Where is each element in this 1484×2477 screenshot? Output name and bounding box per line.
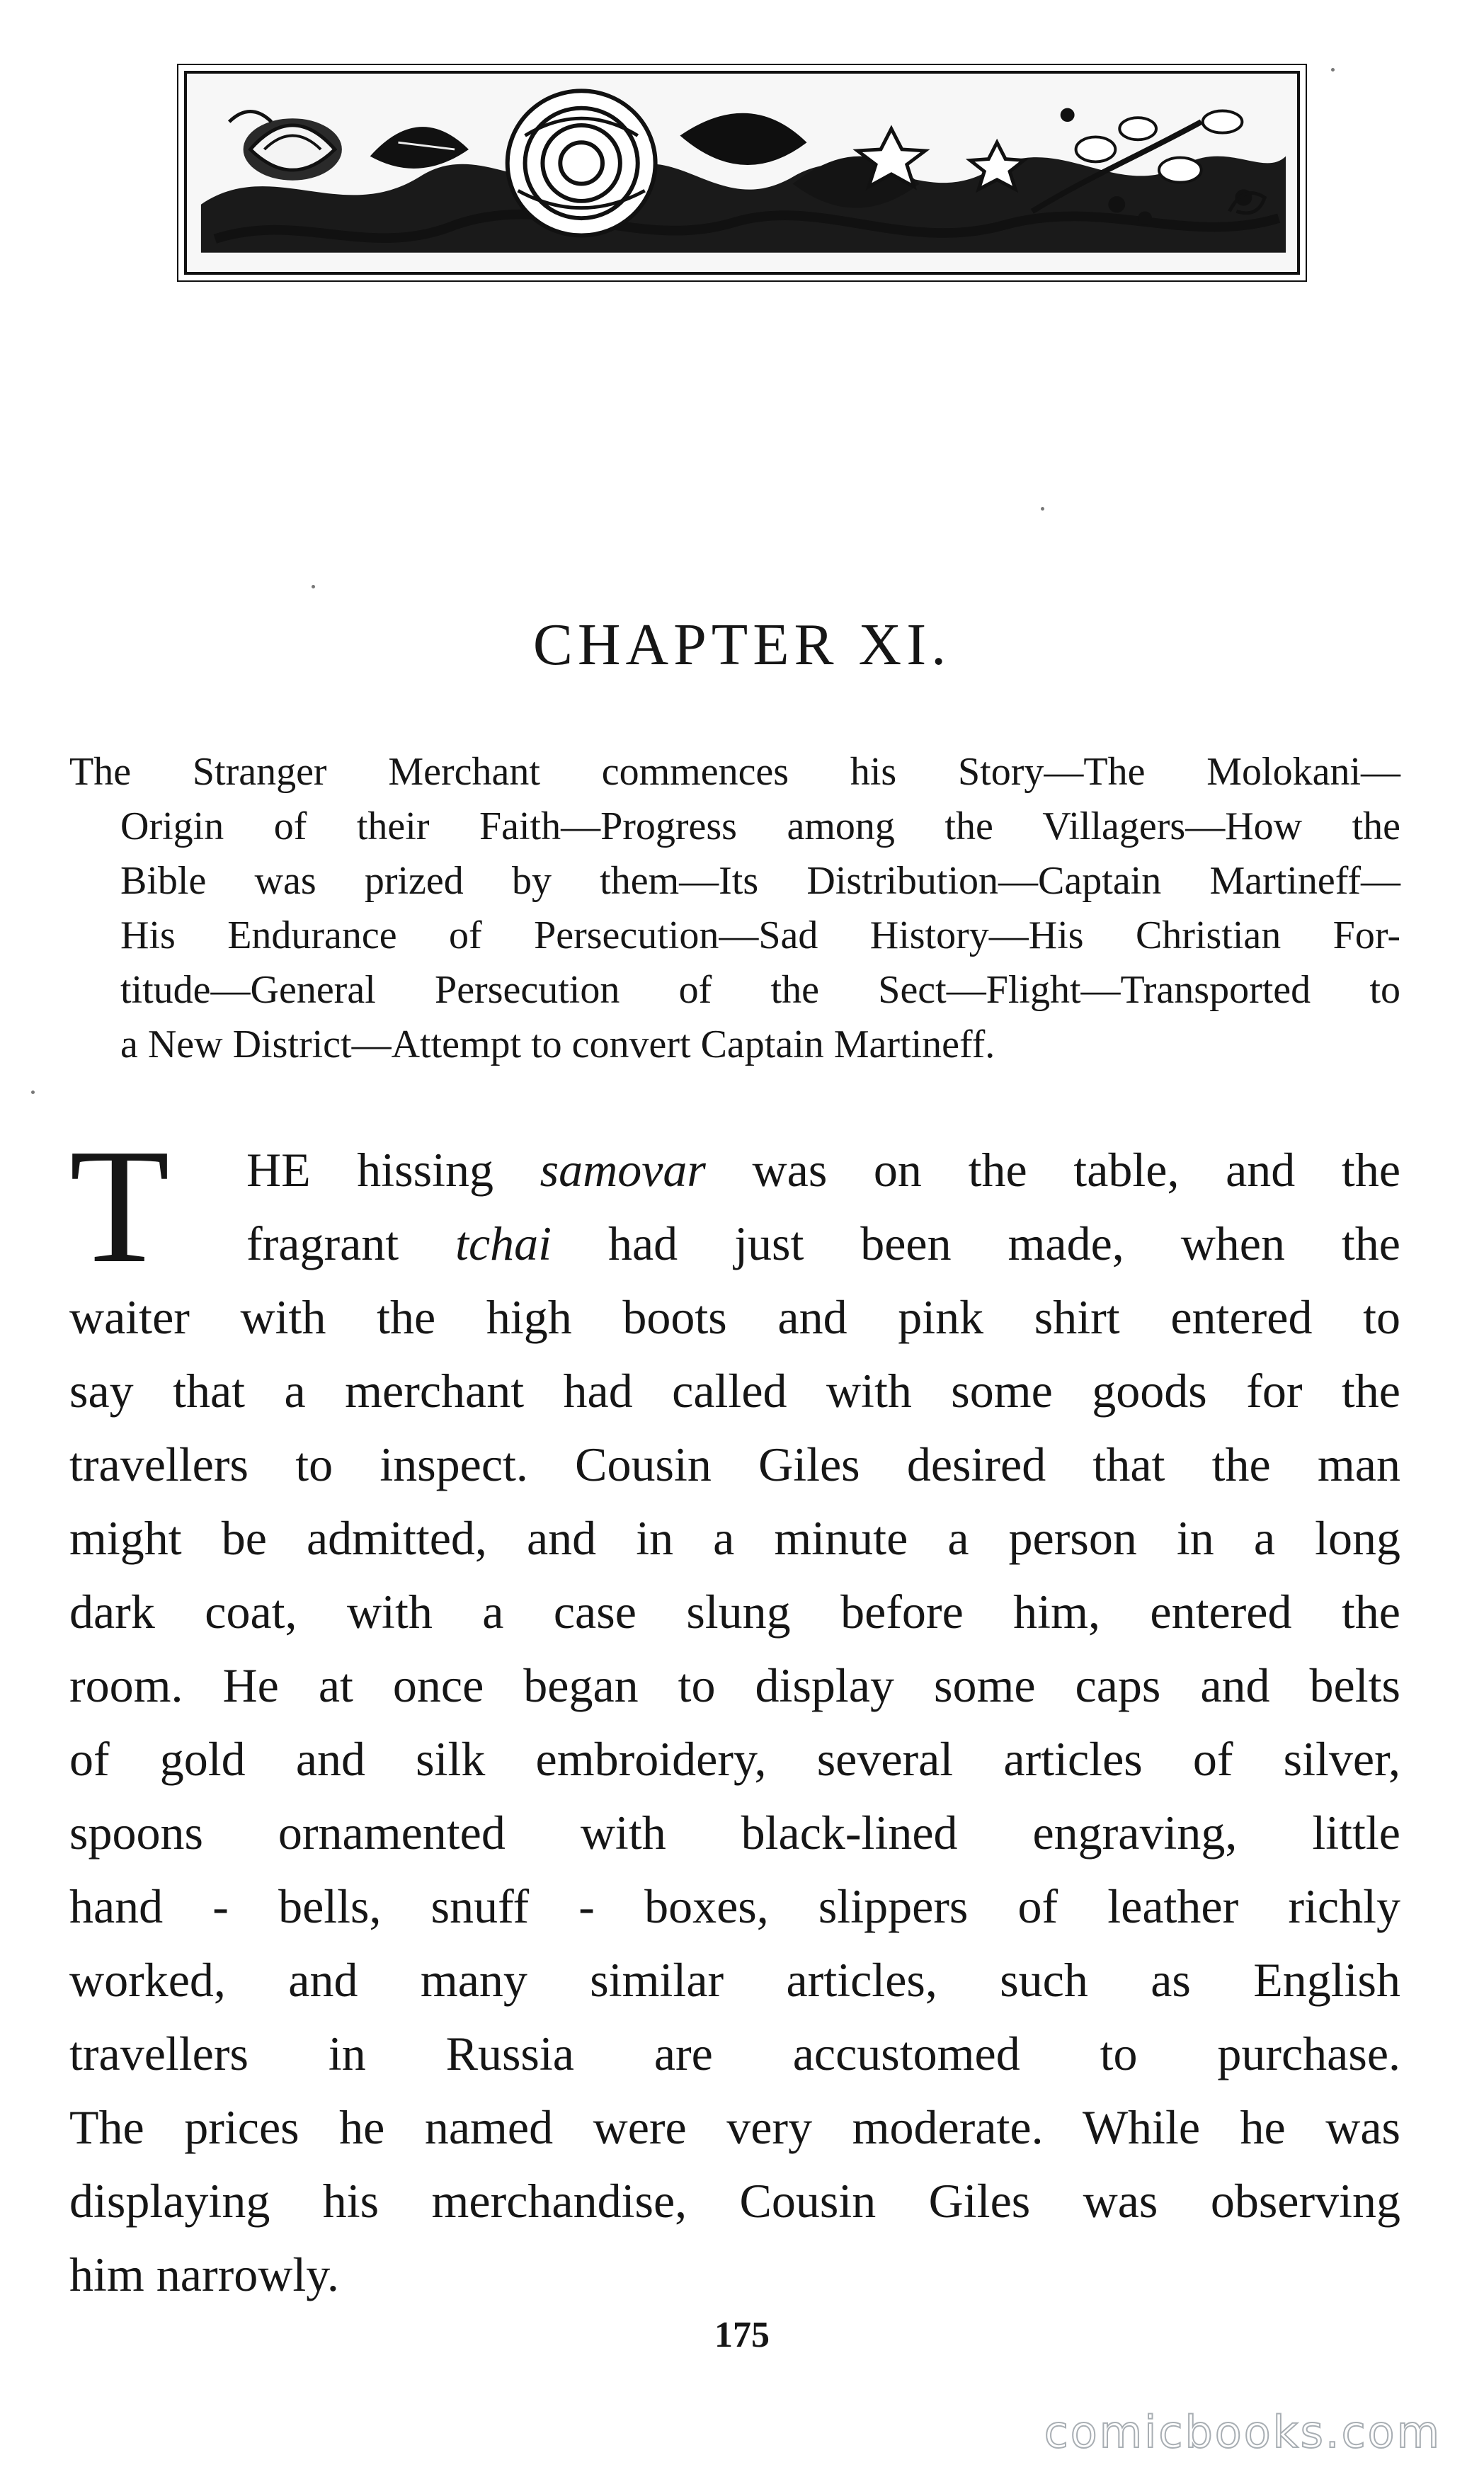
synopsis-line: a New District—Attempt to convert Captain Martineff. xyxy=(120,1023,995,1066)
body-line: waiter with the high boots and pink shirt entered to xyxy=(69,1290,1400,1344)
body-line: might be admitted, and in a minute a person in a long xyxy=(69,1511,1400,1565)
body-line: travellers to inspect. Cousin Giles desired that the man xyxy=(69,1437,1400,1491)
body-line: say that a merchant had called with some goods for the xyxy=(69,1364,1400,1418)
print-speck xyxy=(1041,507,1044,511)
drop-cap: T xyxy=(69,1115,170,1297)
synopsis-line: The Stranger Merchant commences his Story—The Molokani— xyxy=(69,750,1400,794)
body-paragraph xyxy=(69,1115,1400,2311)
synopsis-line: Bible was prized by them—Its Distribution—Captain Martineff— xyxy=(120,859,1400,903)
body-line: travellers in Russia are accustomed to purchase. xyxy=(69,2027,1400,2080)
synopsis-line: titude—General Persecution of the Sect—Flight—Transported to xyxy=(120,968,1400,1012)
print-speck xyxy=(31,1091,35,1094)
watermark: comicbooks.com xyxy=(1044,2406,1442,2458)
body-line: worked, and many similar articles, such as English xyxy=(69,1953,1400,2007)
body-line: fragrant tchai had just been made, when the xyxy=(246,1217,1400,1270)
floral-engraving-image xyxy=(187,74,1297,272)
chapter-synopsis xyxy=(69,745,1400,1072)
italic-word: samovar xyxy=(540,1143,706,1197)
body-line: spoons ornamented with black-lined engraving, little xyxy=(69,1806,1400,1860)
body-line: him narrowly. xyxy=(69,2248,339,2301)
body-line: dark coat, with a case slung before him, entered the xyxy=(69,1585,1400,1639)
print-speck xyxy=(312,585,315,588)
print-speck xyxy=(1331,68,1335,72)
body-line: displaying his merchandise, Cousin Giles was observing xyxy=(69,2174,1400,2228)
body-line: of gold and silk embroidery, several articles of silver, xyxy=(69,1732,1400,1786)
body-line: room. He at once began to display some caps and belts xyxy=(69,1658,1400,1712)
chapter-title: CHAPTER XI. xyxy=(532,612,952,678)
body-line: hand - bells, snuff - boxes, slippers of leather richly xyxy=(69,1879,1400,1933)
body-line: The prices he named were very moderate. While he was xyxy=(69,2100,1400,2154)
body-line: HE hissing samovar was on the table, and the xyxy=(246,1143,1400,1197)
page-number: 175 xyxy=(714,2315,770,2355)
synopsis-line: His Endurance of Persecution—Sad History—His Christian For- xyxy=(120,913,1400,957)
italic-word: tchai xyxy=(455,1217,552,1270)
floral-headpiece xyxy=(184,71,1300,275)
synopsis-line: Origin of their Faith—Progress among the Villagers—How the xyxy=(120,804,1400,848)
